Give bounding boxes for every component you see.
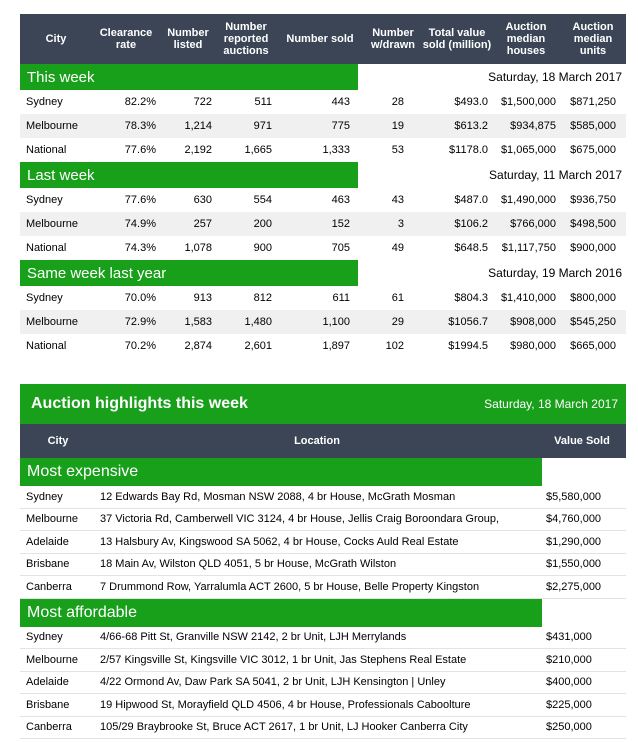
cell-city: Melbourne — [26, 513, 78, 526]
section-spacer — [542, 599, 626, 627]
cell-city: Melbourne — [26, 316, 78, 328]
table-row — [20, 672, 626, 695]
cell-city: Melbourne — [26, 120, 78, 132]
header-median-units: Auction median units — [572, 21, 614, 57]
cell-total-value: $487.0 — [454, 194, 488, 206]
table-row — [20, 627, 626, 650]
header-median-houses: Auction median houses — [505, 21, 547, 57]
highlights-title-bar — [20, 384, 626, 424]
table-row — [20, 138, 626, 162]
cell-median-units: $498,500 — [570, 218, 616, 230]
cell-city: Melbourne — [26, 653, 78, 666]
cell-number-listed: 1,214 — [184, 120, 212, 132]
cell-value-sold: $431,000 — [546, 631, 592, 644]
cell-city: National — [26, 144, 67, 156]
cell-total-value: $1178.0 — [449, 144, 488, 156]
results-header-row — [20, 14, 626, 64]
cell-median-units: $800,000 — [570, 292, 616, 304]
table-row — [20, 286, 626, 310]
cell-clearance-rate: 70.0% — [124, 292, 156, 304]
cell-total-value: $1056.7 — [448, 316, 488, 328]
auction-results-table — [20, 14, 626, 358]
section-header — [20, 458, 626, 486]
cell-median-houses: $1,500,000 — [500, 96, 556, 108]
cell-reported-auctions: 1,480 — [244, 316, 272, 328]
table-row — [20, 212, 626, 236]
cell-city: Sydney — [26, 490, 63, 503]
cell-city: Canberra — [26, 580, 72, 593]
section-title: Same week last year — [20, 260, 358, 286]
section-date: Saturday, 18 March 2017 — [488, 70, 622, 84]
header-city: City — [45, 33, 67, 45]
section-header — [20, 64, 626, 90]
cell-median-houses: $1,410,000 — [500, 292, 556, 304]
table-row — [20, 717, 626, 740]
cell-clearance-rate: 72.9% — [124, 316, 156, 328]
cell-value-sold: $210,000 — [546, 653, 592, 666]
cell-reported-auctions: 511 — [254, 96, 272, 108]
cell-city: Melbourne — [26, 218, 78, 230]
table-row — [20, 694, 626, 717]
header-value-sold: Value Sold — [554, 435, 610, 447]
cell-number-sold: 1,897 — [322, 340, 350, 352]
cell-median-houses: $908,000 — [510, 316, 556, 328]
cell-location: 105/29 Braybrooke St, Bruce ACT 2617, 1 br Unit, LJ Hooker Canberra City — [100, 721, 468, 734]
cell-withdrawn: 102 — [385, 340, 404, 352]
cell-median-houses: $1,065,000 — [500, 144, 556, 156]
cell-value-sold: $5,580,000 — [546, 490, 602, 503]
table-row — [20, 486, 626, 509]
cell-median-houses: $766,000 — [510, 218, 556, 230]
cell-city: Sydney — [26, 292, 63, 304]
cell-value-sold: $2,275,000 — [546, 580, 602, 593]
cell-clearance-rate: 77.6% — [124, 194, 156, 206]
cell-median-units: $900,000 — [570, 242, 616, 254]
cell-withdrawn: 53 — [391, 144, 404, 156]
table-row — [20, 554, 626, 577]
cell-number-listed: 1,078 — [184, 242, 212, 254]
cell-withdrawn: 43 — [391, 194, 404, 206]
section-date: Saturday, 19 March 2016 — [488, 266, 622, 280]
cell-median-units: $936,750 — [570, 194, 616, 206]
cell-location: 4/66-68 Pitt St, Granville NSW 2142, 2 br Unit, LJH Merrylands — [100, 631, 407, 644]
cell-number-sold: 1,333 — [322, 144, 350, 156]
table-row — [20, 334, 626, 358]
cell-clearance-rate: 82.2% — [124, 96, 156, 108]
cell-city: Sydney — [26, 194, 63, 206]
cell-number-sold: 705 — [331, 242, 350, 254]
highlights-body — [20, 458, 626, 739]
section-header — [20, 260, 626, 286]
cell-reported-auctions: 900 — [253, 242, 272, 254]
section-date: Saturday, 11 March 2017 — [489, 168, 622, 182]
cell-value-sold: $1,550,000 — [546, 558, 602, 571]
section-header — [20, 162, 626, 188]
table-row — [20, 649, 626, 672]
cell-number-listed: 2,874 — [184, 340, 212, 352]
cell-number-sold: 443 — [331, 96, 350, 108]
cell-withdrawn: 49 — [391, 242, 404, 254]
cell-median-units: $665,000 — [570, 340, 616, 352]
cell-withdrawn: 29 — [391, 316, 404, 328]
cell-total-value: $493.0 — [454, 96, 488, 108]
table-row — [20, 310, 626, 334]
cell-total-value: $804.3 — [454, 292, 488, 304]
header-city: City — [47, 435, 69, 447]
cell-city: Brisbane — [26, 558, 70, 571]
highlights-date: Saturday, 18 March 2017 — [484, 397, 618, 411]
header-clearance-rate: Clearance rate — [99, 27, 153, 51]
cell-median-houses: $1,117,750 — [501, 242, 556, 254]
highlights-title: Auction highlights this week — [31, 395, 248, 412]
section-header — [20, 599, 626, 627]
cell-value-sold: $250,000 — [546, 721, 592, 734]
cell-city: National — [26, 242, 67, 254]
cell-location: 13 Halsbury Av, Kingswood SA 5062, 4 br House, Cocks Auld Real Estate — [100, 535, 459, 548]
cell-reported-auctions: 971 — [253, 120, 272, 132]
cell-reported-auctions: 1,665 — [244, 144, 272, 156]
cell-value-sold: $400,000 — [546, 676, 592, 689]
cell-number-listed: 913 — [193, 292, 212, 304]
cell-median-units: $871,250 — [570, 96, 616, 108]
cell-city: Adelaide — [26, 676, 69, 689]
cell-withdrawn: 61 — [391, 292, 404, 304]
header-total-value: Total value sold (million) — [422, 27, 492, 51]
section-title: Most affordable — [20, 599, 542, 627]
cell-number-sold: 463 — [331, 194, 350, 206]
cell-value-sold: $1,290,000 — [546, 535, 602, 548]
cell-city: Brisbane — [26, 698, 70, 711]
auction-highlights-table — [20, 384, 626, 739]
cell-median-units: $585,000 — [570, 120, 616, 132]
cell-reported-auctions: 554 — [253, 194, 272, 206]
table-row — [20, 114, 626, 138]
cell-number-listed: 257 — [193, 218, 212, 230]
cell-total-value: $648.5 — [454, 242, 488, 254]
cell-clearance-rate: 70.2% — [124, 340, 156, 352]
section-spacer — [542, 458, 626, 486]
section-title: This week — [20, 64, 358, 90]
cell-location: 2/57 Kingsville St, Kingsville VIC 3012, 1 br Unit, Jas Stephens Real Estate — [100, 653, 467, 666]
cell-median-houses: $934,875 — [510, 120, 556, 132]
cell-location: 18 Main Av, Wilston QLD 4051, 5 br House, McGrath Wilston — [100, 558, 397, 571]
table-row — [20, 188, 626, 212]
cell-number-sold: 611 — [332, 292, 350, 304]
cell-total-value: $1994.5 — [448, 340, 488, 352]
cell-reported-auctions: 812 — [253, 292, 272, 304]
header-reported-auctions: Number reported auctions — [223, 21, 269, 57]
cell-value-sold: $225,000 — [546, 698, 592, 711]
header-number-listed: Number listed — [167, 27, 209, 51]
cell-clearance-rate: 78.3% — [124, 120, 156, 132]
cell-number-listed: 2,192 — [184, 144, 212, 156]
cell-location: 4/22 Ormond Av, Daw Park SA 5041, 2 br Unit, LJH Kensington | Unley — [100, 676, 446, 689]
cell-total-value: $613.2 — [454, 120, 488, 132]
cell-value-sold: $4,760,000 — [546, 513, 602, 526]
table-row — [20, 90, 626, 114]
cell-city: Sydney — [26, 96, 63, 108]
cell-city: Canberra — [26, 721, 72, 734]
cell-number-listed: 1,583 — [184, 316, 212, 328]
highlights-header-row — [20, 424, 626, 458]
cell-clearance-rate: 74.9% — [124, 218, 156, 230]
cell-withdrawn: 19 — [391, 120, 404, 132]
table-row — [20, 576, 626, 599]
table-row — [20, 531, 626, 554]
results-body — [20, 64, 626, 358]
cell-number-sold: 775 — [331, 120, 350, 132]
cell-median-houses: $1,490,000 — [500, 194, 556, 206]
cell-number-sold: 1,100 — [322, 316, 350, 328]
cell-location: 7 Drummond Row, Yarralumla ACT 2600, 5 br House, Belle Property Kingston — [100, 580, 480, 593]
cell-clearance-rate: 74.3% — [124, 242, 156, 254]
cell-total-value: $106.2 — [454, 218, 488, 230]
cell-clearance-rate: 77.6% — [124, 144, 156, 156]
cell-withdrawn: 28 — [391, 96, 404, 108]
cell-median-units: $545,250 — [570, 316, 616, 328]
section-title: Most expensive — [20, 458, 542, 486]
header-withdrawn: Number w/drawn — [370, 27, 415, 51]
header-location: Location — [294, 435, 340, 447]
cell-number-sold: 152 — [331, 218, 350, 230]
cell-reported-auctions: 200 — [253, 218, 272, 230]
cell-median-houses: $980,000 — [510, 340, 556, 352]
table-row — [20, 236, 626, 260]
cell-median-units: $675,000 — [570, 144, 616, 156]
header-number-sold: Number sold — [286, 33, 354, 45]
cell-location: 19 Hipwood St, Morayfield QLD 4506, 4 br House, Professionals Caboolture — [100, 698, 471, 711]
section-title: Last week — [20, 162, 358, 188]
table-row — [20, 509, 626, 532]
cell-number-listed: 722 — [193, 96, 212, 108]
cell-number-listed: 630 — [193, 194, 212, 206]
cell-location: 12 Edwards Bay Rd, Mosman NSW 2088, 4 br House, McGrath Mosman — [100, 490, 456, 503]
cell-city: National — [26, 340, 67, 352]
cell-location: 37 Victoria Rd, Camberwell VIC 3124, 4 br House, Jellis Craig Boroondara Group, — [100, 513, 500, 526]
cell-city: Adelaide — [26, 535, 69, 548]
cell-reported-auctions: 2,601 — [244, 340, 272, 352]
cell-withdrawn: 3 — [397, 218, 404, 230]
cell-city: Sydney — [26, 631, 63, 644]
